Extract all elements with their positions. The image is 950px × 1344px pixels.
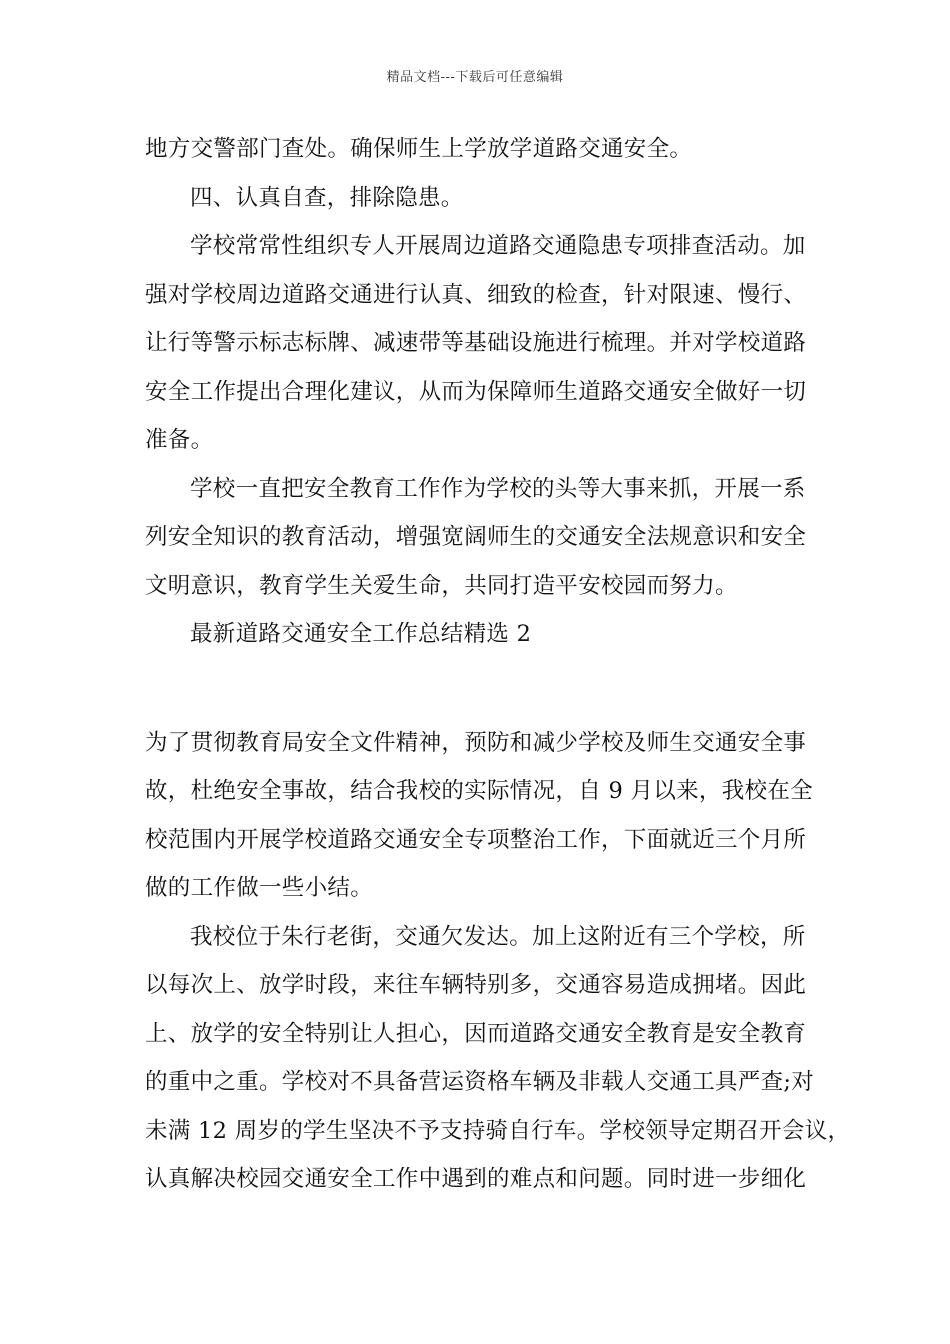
text-line: 让行等警示标志标牌、减速带等基础设施进行梳理。并对学校道路 [145,330,807,356]
text-line: 安全工作提出合理化建议，从而为保障师生道路交通安全做好一切 [145,378,807,405]
text-line: 未满 12 周岁的学生坚决不予支持骑自行车。学校领导定期召开会议， [145,1117,851,1144]
section-heading: 四、认真自查，排除隐患。 [190,184,464,211]
text-line: 上、放学的安全特别让人担心，因而道路交通安全教育是安全教育 [145,1020,807,1047]
text-line: 校范围内开展学校道路交通安全专项整治工作，下面就近三个月所 [145,826,807,853]
text-line: 学校一直把安全教育工作作为学校的头等大事来抓，开展一系 [190,475,806,502]
blank-gap [145,659,825,719]
text-line: 认真解决校园交通安全工作中遇到的难点和问题。同时进一步细化 [145,1166,807,1192]
text-line: 为了贯彻教育局安全文件精神，预防和减少学校及师生交通安全事 [145,729,807,756]
text-line: 地方交警部门查处。确保师生上学放学道路交通安全。 [145,136,693,162]
text-line: 文明意识，教育学生关爱生命，共同打造平安校园而努力。 [145,572,738,599]
document-body [145,125,851,1204]
article-title: 最新道路交通安全工作总结精选 2 [190,621,532,647]
text-line: 的重中之重。学校对不具备营运资格车辆及非载人交通工具严查;对 [145,1069,815,1095]
text-line: 学校常常性组织专人开展周边道路交通隐患专项排查活动。加 [190,233,806,259]
text-line: 做的工作做一些小结。 [145,875,374,901]
text-line: 我校位于朱行老街，交通欠发达。加上这附近有三个学校，所 [190,923,806,950]
text-line: 以每次上、放学时段，来往车辆特别多，交通容易造成拥堵。因此 [145,972,807,998]
page-header: 精品文档---下载后可任意编辑 [386,70,564,85]
text-line: 列安全知识的教育活动，增强宽阔师生的交通安全法规意识和安全 [145,524,807,550]
text-line: 准备。 [145,427,214,453]
text-line: 强对学校周边道路交通进行认真、细致的检查，针对限速、慢行、 [145,281,807,308]
text-line: 故，杜绝安全事故，结合我校的实际情况，自 9 月以来，我校在全 [145,778,813,804]
